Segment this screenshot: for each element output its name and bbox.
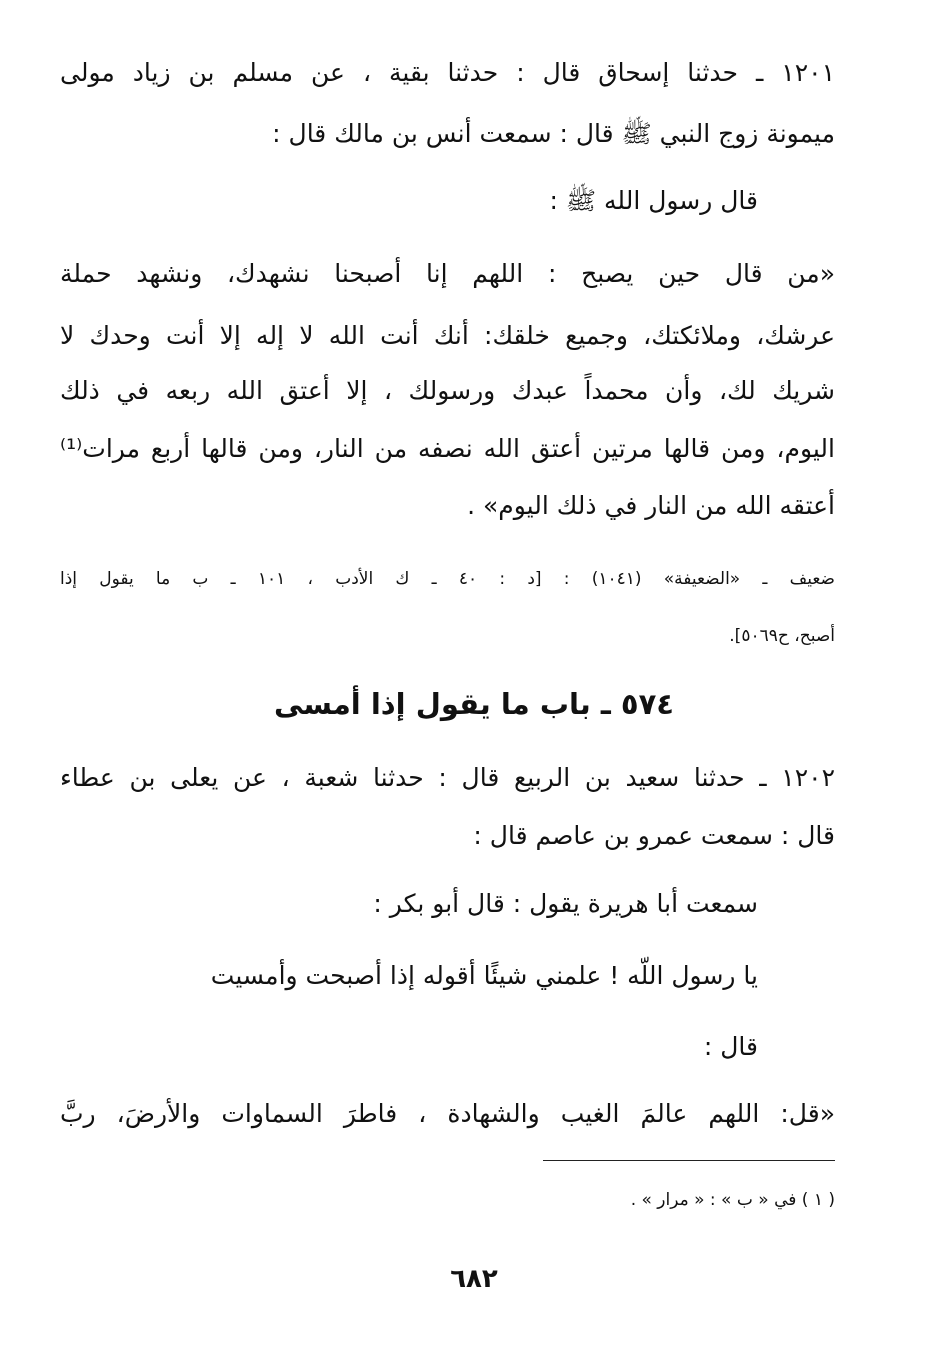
hadith-1202-line-6: «قل: اللهم عالمَ الغيب والشهادة ، فاطرَ السماوات والأرضَ، ربَّ (60, 1099, 835, 1128)
grading-line-1: ضعيف ـ «الضعيفة» (١٠٤١) : [د : ٤٠ ـ ك الأدب ، ١٠١ ـ ب ما يقول إذا (60, 569, 835, 589)
hadith-1202-line-4: يا رسول اللّه ! علمني شيئًا أقوله إذا أصبحت وأمسيت (210, 961, 758, 990)
hadith-1201-line-8: أعتقه الله من النار في ذلك اليوم» . (467, 491, 835, 520)
hadith-1201-line-4: «من قال حين يصبح : اللهم إنا أصبحنا نشهدك، ونشهد حملة (60, 259, 835, 288)
hadith-1201-line-5: عرشك، وملائكتك، وجميع خلقك: أنك أنت الله لا إله إلا أنت وحدك لا (60, 321, 835, 350)
hadith-1202-line-3: سمعت أبا هريرة يقول : قال أبو بكر : (373, 889, 758, 918)
chapter-heading: ٥٧٤ ـ باب ما يقول إذا أمسى (274, 687, 674, 721)
hadith-1201-line-3: قال رسول الله ﷺ : (549, 186, 758, 215)
hadith-1201-line-1: ١٢٠١ ـ حدثنا إسحاق قال : حدثنا بقية ، عن مسلم بن زياد مولى (60, 58, 835, 87)
page-number: ٦٨٢ (450, 1264, 498, 1294)
grading-line-2: أصبح، ح٥٠٦٩]. (729, 626, 835, 646)
footnote-separator (543, 1160, 835, 1161)
hadith-1201-line-6: شريك لك، وأن محمداً عبدك ورسولك ، إلا أعتق الله ربعه في ذلك (60, 376, 835, 405)
hadith-1202-line-5: قال : (703, 1032, 758, 1061)
hadith-1202-line-2: قال : سمعت عمرو بن عاصم قال : (473, 821, 835, 850)
hadith-1202-line-1: ١٢٠٢ ـ حدثنا سعيد بن الربيع قال : حدثنا شعبة ، عن يعلى بن عطاء (60, 763, 835, 792)
hadith-1201-line-7: اليوم، ومن قالها مرتين أعتق الله نصفه من النار، ومن قالها أربع مرات⁽¹⁾ (60, 434, 835, 463)
hadith-1201-line-2: ميمونة زوج النبي ﷺ قال : سمعت أنس بن مالك قال : (272, 119, 835, 148)
footnote: ( ١ ) في « ب » : « مرار » . (630, 1190, 835, 1210)
